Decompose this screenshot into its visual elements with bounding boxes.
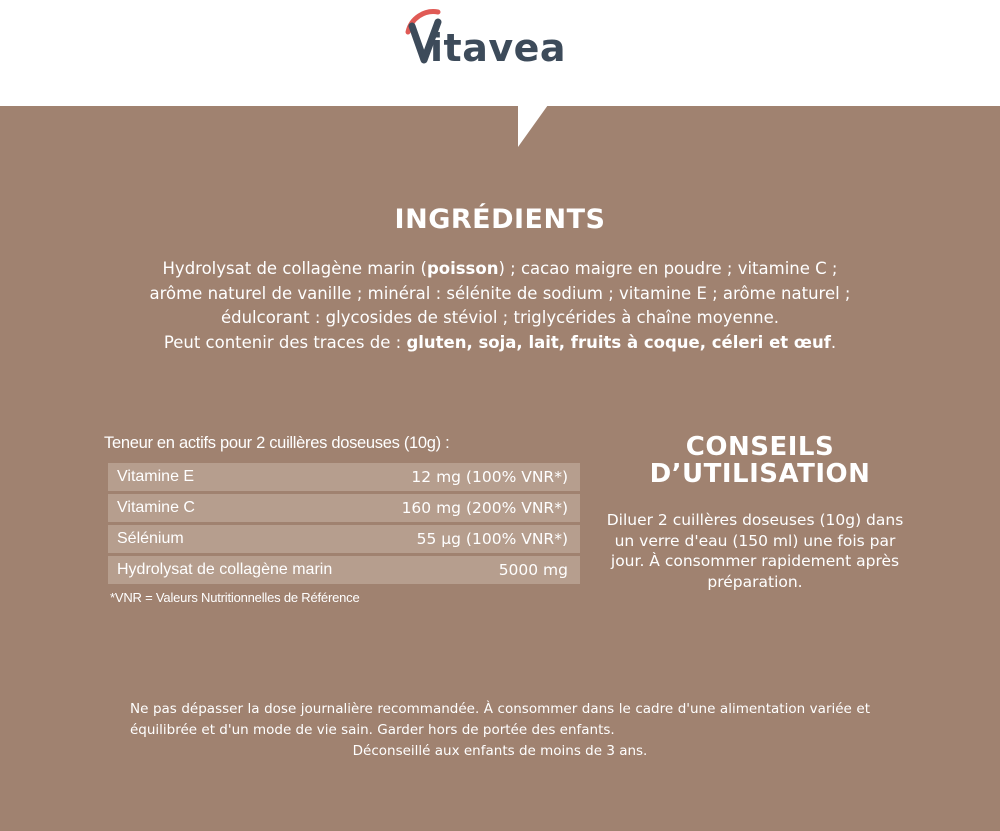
conseils-title-line1: CONSEILS [685,432,835,462]
header [0,0,1000,106]
actifs-caption: Teneur en actifs pour 2 cuillères doseuses (10g) : [104,434,450,452]
row-value: 55 µg (100% VNR*) [416,530,568,548]
table-row [108,525,580,553]
ingredients-text: Hydrolysat de collagène marin (poisson) ; cacao maigre en poudre ; vitamine C ; arôme naturel de vanille ; minéral : sélénite de sodium ; vitamine E ; arôme naturel ; édulcorant : glycosides de stéviol ; triglycérides à chaîne moyenne. Peut contenir des traces de : gluten, soja, lait, fruits à coque, céleri et œuf. [149,259,851,352]
table-row [108,494,580,522]
row-name: Vitamine C [117,499,195,516]
logo-text: itavea [430,26,567,70]
vnr-footnote: *VNR = Valeurs Nutritionnelles de Référence [110,590,360,605]
table-row [108,556,580,584]
disclaimer [130,699,870,762]
table-row [108,463,580,491]
vitavea-logo[interactable] [402,2,602,82]
row-name: Sélénium [117,530,184,547]
conseils-title-line2: D’UTILISATION [649,459,871,489]
ingredients-title: INGRÉDIENTS [394,204,606,235]
row-value: 160 mg (200% VNR*) [401,499,568,517]
disclaimer-last: Déconseillé aux enfants de moins de 3 ans. [352,743,648,759]
row-name: Vitamine E [117,468,195,485]
disclaimer-text: Ne pas dépasser la dose journalière recommandée. À consommer dans le cadre d'une alimentation variée et équilibrée et d'un mode de vie sain. Garder hors de portée des enfants. [130,701,870,738]
row-value: 5000 mg [498,561,568,579]
conseils-title [620,434,900,488]
row-name: Hydrolysat de collagène marin [117,561,333,578]
conseils-text: Diluer 2 cuillères doseuses (10g) dans un verre d'eau (150 ml) une fois par jour. À consommer rapidement après préparation. [606,511,904,591]
actifs-table [108,463,580,587]
row-value: 12 mg (100% VNR*) [411,468,568,486]
header-notch [518,105,548,147]
